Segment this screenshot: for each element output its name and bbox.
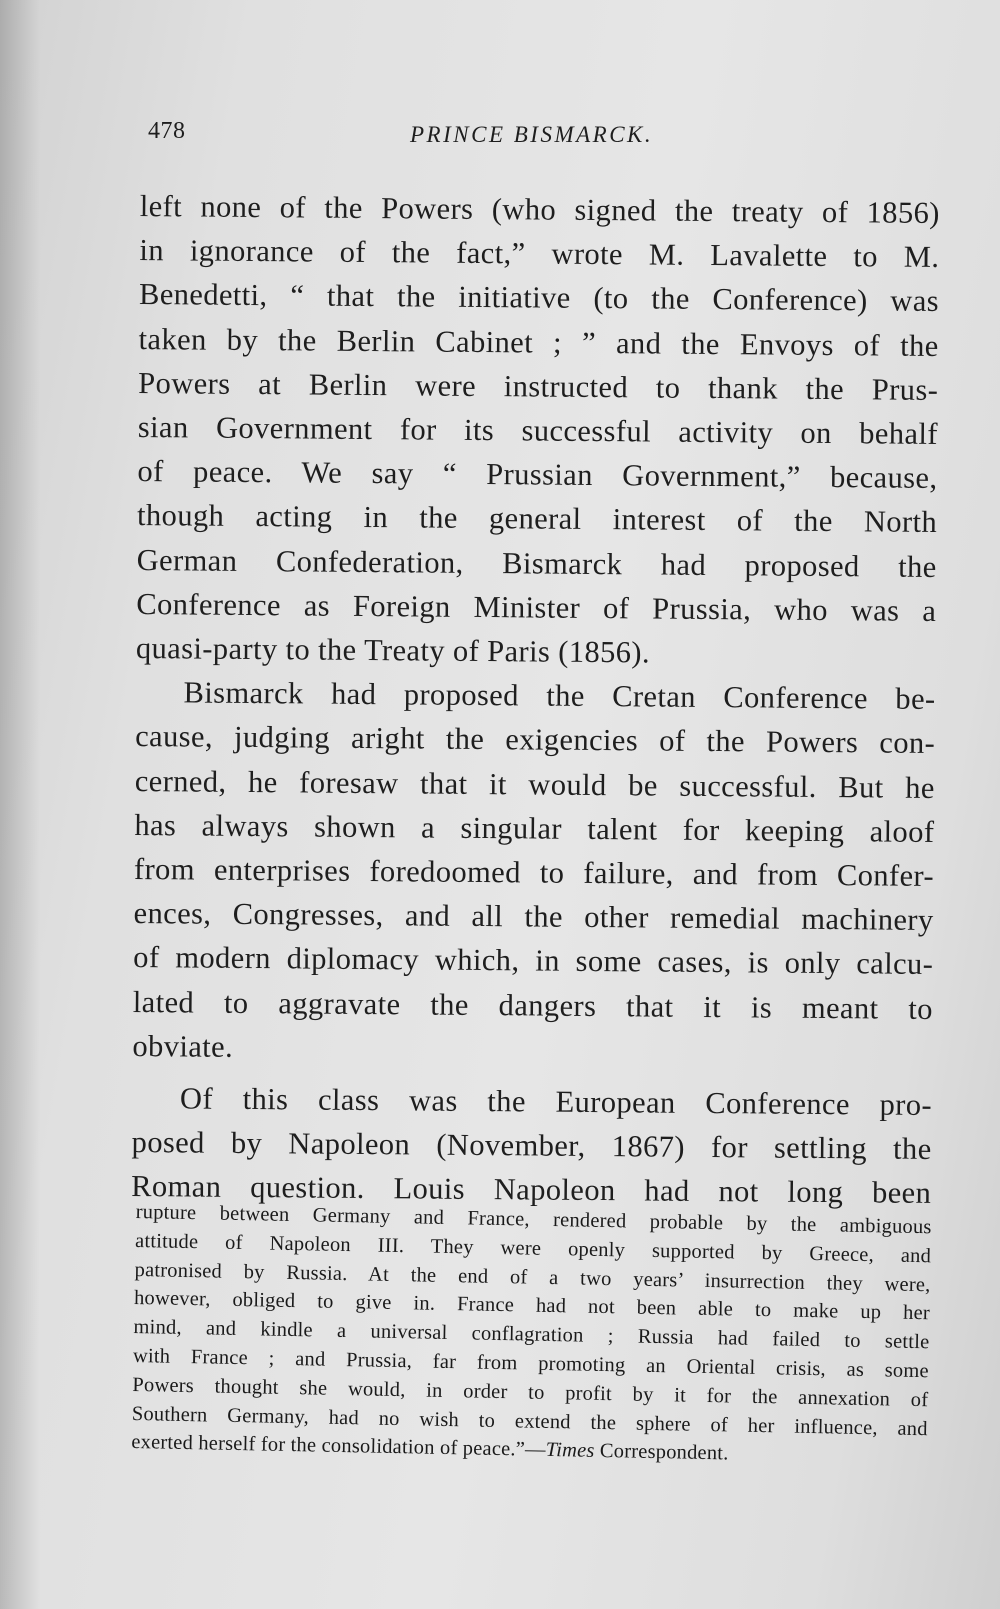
text-line: ences, Congresses, and all the other remedial machinery: [133, 896, 934, 938]
text-line: Of this class was the European Conference pro-: [179, 1081, 933, 1123]
footnote-line: rupture between Germany and France, rendered probable by the ambiguous: [135, 1200, 932, 1239]
text-line: lated to aggravate the dangers that it is meant to: [132, 984, 933, 1026]
footnote-line: mind, and kindle a universal conflagration ; Russia had failed to settle: [133, 1316, 930, 1354]
text-line: Conference as Foreign Minister of Prussia, who was a: [136, 586, 937, 628]
body-text: [131, 184, 940, 1216]
footnote-line: however, obliged to give in. France had not been able to make up her: [133, 1287, 931, 1325]
running-head: [140, 112, 940, 152]
text-line: has always shown a singular talent for keeping aloof: [134, 807, 935, 849]
text-line: Bismarck had proposed the Cretan Conference be-: [183, 675, 936, 717]
text-line: sian Government for its successful activity on behalf: [137, 410, 938, 451]
running-title: PRINCE BISMARCK.: [410, 122, 654, 147]
text-line: left none of the Powers (who signed the treaty of 1856): [139, 188, 940, 230]
text-line: Roman question. Louis Napoleon had not long been: [131, 1169, 932, 1211]
footnote-source-suffix: Correspondent.: [594, 1440, 729, 1465]
text-line: of peace. We say “ Prussian Government,” because,: [137, 454, 938, 496]
text-line: taken by the Berlin Cabinet ; ” and the Envoys of the: [138, 321, 939, 363]
footnote-source: Times: [545, 1439, 595, 1463]
page-edge-shadow: [0, 0, 40, 1609]
footnote-line: Powers thought she would, in order to profit by it for the annexation of: [132, 1373, 929, 1412]
text-line: obviate.: [132, 1028, 234, 1064]
footnote-line: with France ; and Prussia, far from promoting an Oriental crisis, as some: [132, 1344, 930, 1383]
text-line: posed by Napoleon (November, 1867) for settling the: [131, 1125, 932, 1167]
footnote-quote-end: exerted herself for the consolidation of peace.”—: [131, 1431, 546, 1462]
text-line: Powers at Berlin were instructed to thank the Prus-: [138, 365, 939, 407]
footnote-line: Southern Germany, had no wish to extend the sphere of her influence, and: [131, 1402, 928, 1440]
page-number: 478: [148, 118, 186, 144]
footnote-line: attitude of Napoleon III. They were openly supported by Greece, and: [134, 1229, 932, 1268]
text-line: of modern diplomacy which, in some cases, is only calcu-: [133, 940, 934, 982]
text-line: cause, judging aright the exigencies of the Powers con-: [135, 719, 936, 761]
text-line: German Confederation, Bismarck had proposed the: [136, 542, 937, 584]
text-line: Benedetti, “ that the initiative (to the Conference) was: [138, 277, 940, 319]
text-line: cerned, he foresaw that it would be successful. But he: [134, 763, 935, 805]
text-line: from enterprises foredoomed to failure, and from Confer-: [133, 852, 935, 894]
text-line: in ignorance of the fact,” wrote M. Lavalette to M.: [139, 233, 940, 275]
footnote-line: patronised by Russia. At the end of a two years’ insurrection they were,: [134, 1258, 931, 1296]
text-line: quasi-party to the Treaty of Paris (1856).: [135, 631, 651, 670]
text-line: though acting in the general interest of the North: [136, 498, 938, 540]
footnote: [131, 1198, 932, 1472]
